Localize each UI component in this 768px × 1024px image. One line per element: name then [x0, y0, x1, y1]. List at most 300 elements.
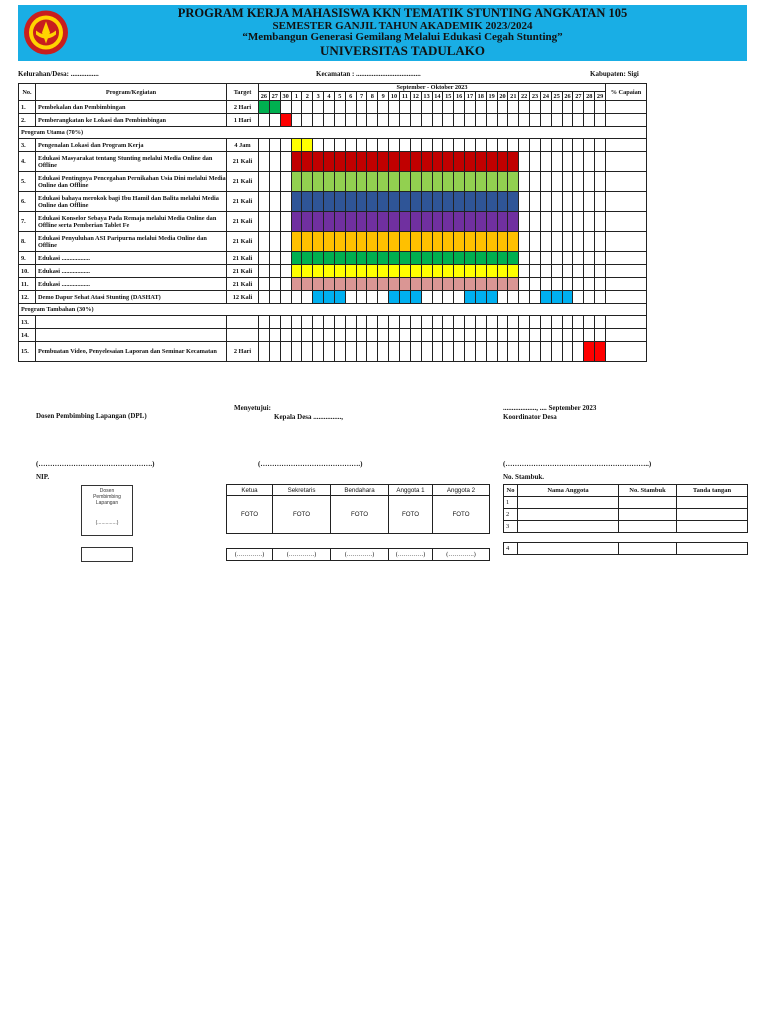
- schedule-cell: [573, 232, 584, 252]
- schedule-cell-filled: [465, 232, 476, 252]
- member-cell: [677, 543, 748, 555]
- schedule-cell: [486, 101, 497, 114]
- schedule-cell: [291, 291, 302, 304]
- schedule-cell: [269, 252, 280, 265]
- schedule-cell: [540, 329, 551, 342]
- schedule-cell-filled: [345, 278, 356, 291]
- activity-name: Edukasi Konselor Sebaya Pada Remaja melalui Media Online dan Offline serta Pemberian Tablet Fe: [36, 212, 227, 232]
- schedule-cell: [324, 342, 335, 362]
- schedule-cell: [562, 232, 573, 252]
- schedule-cell: [367, 316, 378, 329]
- schedule-cell: [389, 316, 400, 329]
- schedule-cell-filled: [378, 232, 389, 252]
- schedule-cell: [573, 291, 584, 304]
- schedule-cell-filled: [356, 192, 367, 212]
- schedule-cell: [356, 139, 367, 152]
- schedule-cell: [551, 152, 562, 172]
- row-number: 10.: [19, 265, 36, 278]
- activity-name: [36, 329, 227, 342]
- schedule-cell-filled: [421, 278, 432, 291]
- activity-row: [19, 139, 647, 152]
- photo-placeholder: FOTO: [389, 496, 433, 534]
- university-name: UNIVERSITAS TADULAKO: [319, 43, 486, 58]
- schedule-cell: [399, 316, 410, 329]
- member-cell: [619, 497, 677, 509]
- col-target-header: Target: [227, 84, 259, 101]
- schedule-cell-filled: [324, 232, 335, 252]
- schedule-cell-filled: [389, 172, 400, 192]
- schedule-cell-filled: [454, 278, 465, 291]
- schedule-cell-filled: [497, 152, 508, 172]
- schedule-cell-filled: [454, 232, 465, 252]
- schedule-cell-filled: [410, 278, 421, 291]
- activity-target: 2 Hari: [227, 101, 259, 114]
- period-header: September - Oktober 2023: [259, 84, 606, 92]
- schedule-cell: [573, 342, 584, 362]
- schedule-cell-filled: [367, 265, 378, 278]
- activity-target: 12 Kali: [227, 291, 259, 304]
- schedule-cell: [519, 252, 530, 265]
- schedule-cell-filled: [465, 265, 476, 278]
- schedule-cell: [432, 139, 443, 152]
- schedule-cell-filled: [465, 212, 476, 232]
- schedule-cell: [269, 291, 280, 304]
- day-cell: 8: [367, 92, 378, 101]
- schedule-cell: [497, 139, 508, 152]
- schedule-cell: [519, 212, 530, 232]
- schedule-cell: [595, 232, 606, 252]
- schedule-cell: [497, 101, 508, 114]
- schedule-cell: [454, 291, 465, 304]
- nip-label: NIP.: [36, 473, 50, 481]
- schedule-cell: [269, 329, 280, 342]
- members-col-name: Nama Anggota: [518, 485, 619, 497]
- schedule-cell-filled: [291, 252, 302, 265]
- schedule-cell: [280, 278, 291, 291]
- schedule-cell-filled: [356, 278, 367, 291]
- schedule-cell: [313, 342, 324, 362]
- schedule-cell: [465, 114, 476, 127]
- day-cell: 4: [324, 92, 335, 101]
- schedule-cell: [378, 291, 389, 304]
- members-table: [503, 484, 748, 555]
- member-cell: [518, 509, 619, 521]
- members-col-stambuk: No. Stambuk: [619, 485, 677, 497]
- schedule-cell: [573, 329, 584, 342]
- photo-name-placeholder: (………….): [331, 549, 389, 561]
- schedule-cell-filled: [497, 212, 508, 232]
- schedule-cell: [562, 212, 573, 232]
- schedule-cell: [454, 342, 465, 362]
- col-program-header: Program/Kegiatan: [36, 84, 227, 101]
- schedule-cell: [269, 232, 280, 252]
- schedule-cell-filled: [280, 114, 291, 127]
- activity-row: [19, 101, 647, 114]
- day-cell: 27: [573, 92, 584, 101]
- schedule-cell: [519, 278, 530, 291]
- schedule-cell-filled: [486, 278, 497, 291]
- activity-target: 2 Hari: [227, 342, 259, 362]
- schedule-cell: [595, 114, 606, 127]
- row-number: 4.: [19, 152, 36, 172]
- activity-target: 21 Kali: [227, 252, 259, 265]
- schedule-cell-filled: [291, 212, 302, 232]
- schedule-cell: [302, 114, 313, 127]
- schedule-cell: [324, 139, 335, 152]
- day-cell: 12: [410, 92, 421, 101]
- schedule-cell-filled: [486, 252, 497, 265]
- dpl-signature-line: (………………………………………….): [36, 460, 155, 468]
- schedule-cell-filled: [475, 192, 486, 212]
- schedule-cell: [584, 192, 595, 212]
- schedule-cell: [475, 342, 486, 362]
- schedule-cell-filled: [410, 152, 421, 172]
- schedule-cell: [530, 101, 541, 114]
- schedule-cell: [259, 278, 270, 291]
- schedule-cell: [551, 342, 562, 362]
- schedule-cell-filled: [399, 265, 410, 278]
- section-label: Program Tambahan (30%): [19, 304, 647, 316]
- day-cell: 23: [530, 92, 541, 101]
- capaian-cell: [606, 329, 647, 342]
- schedule-cell-filled: [465, 278, 476, 291]
- schedule-cell: [465, 342, 476, 362]
- photo-role-label: Sekretaris: [273, 485, 331, 496]
- activity-target: 21 Kali: [227, 232, 259, 252]
- activity-row: [19, 172, 647, 192]
- schedule-cell: [399, 139, 410, 152]
- schedule-cell-filled: [324, 252, 335, 265]
- schedule-cell: [334, 329, 345, 342]
- schedule-cell-filled: [508, 278, 519, 291]
- schedule-cell-filled: [324, 291, 335, 304]
- schedule-cell: [280, 212, 291, 232]
- schedule-cell: [302, 342, 313, 362]
- schedule-cell: [291, 114, 302, 127]
- schedule-cell: [280, 101, 291, 114]
- schedule-cell-filled: [378, 278, 389, 291]
- schedule-cell-filled: [443, 278, 454, 291]
- schedule-cell: [530, 152, 541, 172]
- row-number: 15.: [19, 342, 36, 362]
- schedule-cell: [508, 101, 519, 114]
- schedule-cell-filled: [475, 232, 486, 252]
- activity-target: 21 Kali: [227, 172, 259, 192]
- schedule-cell-filled: [324, 212, 335, 232]
- activity-row: [19, 316, 647, 329]
- schedule-cell: [421, 316, 432, 329]
- schedule-cell-filled: [475, 291, 486, 304]
- schedule-cell: [530, 265, 541, 278]
- koordinator-label: Koordinator Desa: [503, 413, 557, 421]
- schedule-cell-filled: [313, 265, 324, 278]
- schedule-cell: [269, 152, 280, 172]
- schedule-cell-filled: [508, 152, 519, 172]
- dpl-label: Dosen Pembimbing Lapangan (DPL): [36, 412, 147, 420]
- schedule-cell: [540, 114, 551, 127]
- photo-role-label: Ketua: [227, 485, 273, 496]
- schedule-cell: [530, 232, 541, 252]
- schedule-cell-filled: [334, 232, 345, 252]
- schedule-cell: [530, 114, 541, 127]
- activity-row: [19, 252, 647, 265]
- schedule-cell: [551, 101, 562, 114]
- schedule-cell: [530, 316, 541, 329]
- program-title: PROGRAM KERJA MAHASISWA KKN TEMATIK STUNTING ANGKATAN 105: [177, 6, 628, 20]
- schedule-cell: [486, 329, 497, 342]
- schedule-cell: [280, 139, 291, 152]
- schedule-cell: [269, 139, 280, 152]
- schedule-cell-filled: [291, 152, 302, 172]
- schedule-cell: [334, 316, 345, 329]
- schedule-cell: [259, 152, 270, 172]
- section-row: [19, 127, 647, 139]
- schedule-cell: [454, 139, 465, 152]
- capaian-cell: [606, 172, 647, 192]
- schedule-cell: [530, 172, 541, 192]
- schedule-cell: [595, 212, 606, 232]
- schedule-cell: [421, 329, 432, 342]
- schedule-cell: [378, 114, 389, 127]
- schedule-cell: [324, 316, 335, 329]
- schedule-cell-filled: [378, 212, 389, 232]
- photo-name-placeholder: (………….): [389, 549, 433, 561]
- schedule-cell: [540, 212, 551, 232]
- day-cell: 14: [432, 92, 443, 101]
- schedule-cell-filled: [345, 232, 356, 252]
- schedule-cell: [551, 329, 562, 342]
- schedule-cell: [259, 252, 270, 265]
- kades-signature-line: (…………………………………….): [258, 460, 363, 468]
- schedule-cell-filled: [367, 152, 378, 172]
- schedule-cell: [291, 342, 302, 362]
- schedule-cell: [584, 278, 595, 291]
- schedule-cell: [378, 329, 389, 342]
- row-number: 6.: [19, 192, 36, 212]
- day-cell: 7: [356, 92, 367, 101]
- capaian-cell: [606, 316, 647, 329]
- schedule-cell-filled: [454, 192, 465, 212]
- activity-name: Pemberangkatan ke Lokasi dan Pembimbingan: [36, 114, 227, 127]
- day-cell: 11: [399, 92, 410, 101]
- schedule-cell: [465, 101, 476, 114]
- member-row: [504, 543, 748, 555]
- capaian-cell: [606, 252, 647, 265]
- schedule-cell-filled: [421, 252, 432, 265]
- dpl-box-line: Dosen: [99, 488, 115, 494]
- schedule-cell: [562, 101, 573, 114]
- schedule-cell-filled: [432, 252, 443, 265]
- schedule-cell: [584, 316, 595, 329]
- schedule-cell: [519, 139, 530, 152]
- col-capaian-header: % Capaian: [606, 84, 647, 101]
- day-cell: 20: [497, 92, 508, 101]
- capaian-cell: [606, 114, 647, 127]
- activity-name: Edukasi bahaya merokok bagi Ibu Hamil dan Balita melalui Media Online dan Offline: [36, 192, 227, 212]
- schedule-cell: [259, 316, 270, 329]
- schedule-cell: [313, 114, 324, 127]
- schedule-cell: [269, 278, 280, 291]
- schedule-cell: [367, 329, 378, 342]
- schedule-cell-filled: [432, 172, 443, 192]
- row-number: 1.: [19, 101, 36, 114]
- activity-row: [19, 329, 647, 342]
- schedule-cell-filled: [475, 252, 486, 265]
- schedule-cell: [410, 342, 421, 362]
- activity-name: Pembekalan dan Pembimbingan: [36, 101, 227, 114]
- schedule-cell: [259, 172, 270, 192]
- schedule-cell: [540, 342, 551, 362]
- schedule-cell-filled: [302, 232, 313, 252]
- members-col-no: No: [504, 485, 518, 497]
- schedule-cell: [280, 291, 291, 304]
- schedule-cell: [497, 316, 508, 329]
- schedule-cell: [280, 232, 291, 252]
- schedule-cell: [595, 329, 606, 342]
- dpl-name-box: [81, 547, 133, 562]
- schedule-cell-filled: [465, 152, 476, 172]
- schedule-table: [18, 83, 647, 362]
- member-cell: [619, 543, 677, 555]
- members-gap: [504, 533, 748, 543]
- schedule-cell-filled: [334, 212, 345, 232]
- row-number: 2.: [19, 114, 36, 127]
- schedule-cell: [584, 252, 595, 265]
- schedule-cell: [562, 192, 573, 212]
- schedule-cell: [573, 101, 584, 114]
- schedule-cell: [497, 114, 508, 127]
- schedule-cell: [573, 265, 584, 278]
- day-cell: 27: [269, 92, 280, 101]
- schedule-cell: [573, 139, 584, 152]
- row-number: 8.: [19, 232, 36, 252]
- schedule-cell: [454, 101, 465, 114]
- schedule-cell: [421, 114, 432, 127]
- schedule-cell-filled: [475, 152, 486, 172]
- schedule-cell-filled: [508, 252, 519, 265]
- activity-target: 21 Kali: [227, 212, 259, 232]
- schedule-cell: [551, 232, 562, 252]
- day-cell: 26: [259, 92, 270, 101]
- photo-role-label: Anggota 2: [433, 485, 490, 496]
- activity-target: 4 Jam: [227, 139, 259, 152]
- schedule-cell-filled: [367, 232, 378, 252]
- activity-name: Edukasi ..................: [36, 278, 227, 291]
- schedule-cell: [280, 265, 291, 278]
- schedule-cell-filled: [345, 152, 356, 172]
- activity-row: [19, 114, 647, 127]
- schedule-cell-filled: [540, 291, 551, 304]
- day-cell: 2: [302, 92, 313, 101]
- member-cell: [518, 497, 619, 509]
- member-row: [504, 509, 748, 521]
- schedule-cell: [399, 342, 410, 362]
- schedule-cell-filled: [432, 152, 443, 172]
- day-cell: 6: [345, 92, 356, 101]
- activity-row: [19, 342, 647, 362]
- schedule-cell-filled: [486, 265, 497, 278]
- schedule-cell: [530, 329, 541, 342]
- schedule-cell-filled: [399, 278, 410, 291]
- schedule-cell: [519, 342, 530, 362]
- capaian-cell: [606, 291, 647, 304]
- kepala-desa-label: Kepala Desa ................,: [274, 413, 344, 421]
- row-number: 9.: [19, 252, 36, 265]
- schedule-cell-filled: [302, 265, 313, 278]
- schedule-cell: [269, 192, 280, 212]
- activity-row: [19, 265, 647, 278]
- capaian-cell: [606, 265, 647, 278]
- schedule-cell-filled: [410, 291, 421, 304]
- schedule-cell: [519, 101, 530, 114]
- schedule-cell: [334, 114, 345, 127]
- photo-placeholder: FOTO: [273, 496, 331, 534]
- schedule-cell-filled: [497, 278, 508, 291]
- schedule-cell: [465, 316, 476, 329]
- schedule-cell-filled: [454, 172, 465, 192]
- schedule-cell: [562, 152, 573, 172]
- capaian-cell: [606, 152, 647, 172]
- schedule-cell: [540, 265, 551, 278]
- photo-name-placeholder: (………….): [273, 549, 331, 561]
- day-cell: 25: [551, 92, 562, 101]
- day-cell: 26: [562, 92, 573, 101]
- schedule-cell-filled: [410, 232, 421, 252]
- schedule-cell-filled: [443, 212, 454, 232]
- schedule-cell-filled: [508, 212, 519, 232]
- schedule-cell-filled: [475, 212, 486, 232]
- schedule-cell: [432, 114, 443, 127]
- activity-name: Pembuatan Video, Penyelesaian Laporan dan Seminar Kecamatan: [36, 342, 227, 362]
- schedule-cell: [562, 278, 573, 291]
- schedule-cell: [259, 114, 270, 127]
- member-cell: [619, 509, 677, 521]
- col-no-header: No.: [19, 84, 36, 101]
- day-cell: 16: [454, 92, 465, 101]
- schedule-cell: [562, 172, 573, 192]
- schedule-cell-filled: [508, 232, 519, 252]
- schedule-cell: [540, 232, 551, 252]
- header-row: [19, 84, 647, 92]
- schedule-cell: [432, 316, 443, 329]
- schedule-cell: [443, 291, 454, 304]
- day-cell: 18: [475, 92, 486, 101]
- dpl-box-line: (..............): [95, 520, 119, 526]
- schedule-cell-filled: [465, 252, 476, 265]
- schedule-cell: [313, 316, 324, 329]
- schedule-cell: [389, 329, 400, 342]
- schedule-cell-filled: [302, 139, 313, 152]
- schedule-cell: [519, 329, 530, 342]
- photo-role-label: Anggota 1: [389, 485, 433, 496]
- schedule-cell: [259, 265, 270, 278]
- schedule-cell: [562, 114, 573, 127]
- schedule-cell: [345, 139, 356, 152]
- schedule-cell: [367, 342, 378, 362]
- day-cell: 5: [334, 92, 345, 101]
- schedule-cell: [432, 291, 443, 304]
- tagline: “Membangun Generasi Gemilang Melalui Edukasi Cegah Stunting”: [242, 31, 563, 43]
- day-cell: 15: [443, 92, 454, 101]
- day-cell: 30: [280, 92, 291, 101]
- schedule-cell-filled: [508, 192, 519, 212]
- schedule-cell: [291, 101, 302, 114]
- schedule-cell: [540, 278, 551, 291]
- schedule-cell-filled: [313, 278, 324, 291]
- schedule-cell: [399, 329, 410, 342]
- schedule-cell-filled: [562, 291, 573, 304]
- schedule-cell: [410, 139, 421, 152]
